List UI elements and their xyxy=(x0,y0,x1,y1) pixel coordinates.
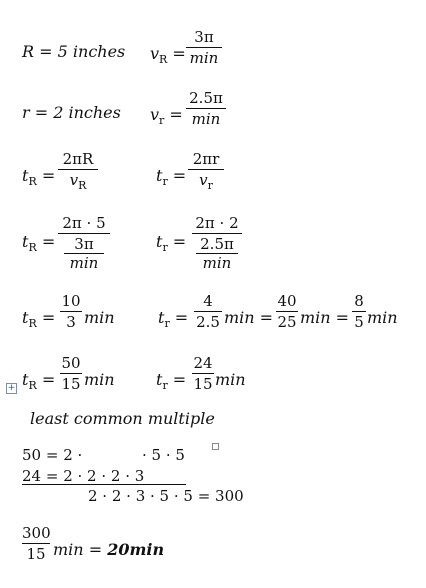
final-answer: 20min xyxy=(107,540,165,559)
tr-step-c-unit: min xyxy=(367,308,398,327)
lcm-row-50-left: 50 = 2 · xyxy=(22,446,83,464)
tR-label-5: $t_R$ = xyxy=(22,308,56,330)
tr-step-a: 4 2.5 xyxy=(194,292,222,331)
tR-label-6: $t_R$ = xyxy=(22,370,56,392)
velocity-small-fraction: 2.5π min xyxy=(186,89,226,128)
tr-common-denominator: 24 15 xyxy=(193,354,213,393)
tr-label-5: $t_r$ = xyxy=(158,308,189,330)
tR-label-3: $t_R$ = xyxy=(22,166,56,188)
tr-step-b-unit: min = xyxy=(300,308,350,327)
final-unit: min = 20min xyxy=(53,540,165,559)
final-fraction: 300 15 xyxy=(22,524,51,563)
tR-label-4: $t_R$ = xyxy=(22,232,56,254)
radius-large: R = 5 inches xyxy=(22,42,126,61)
lcm-result: 2 · 2 · 3 · 5 · 5 = 300 xyxy=(88,487,244,505)
radius-small: r = 2 inches xyxy=(22,103,121,122)
tr-unit-6: min xyxy=(215,370,246,389)
tr-substituted: 2π · 2 2.5π min xyxy=(192,214,242,272)
tR-formula: 2πR $v_R$ xyxy=(58,150,98,191)
lcm-row-50-right: · 5 · 5 xyxy=(142,446,185,464)
equation-anchor-icon[interactable]: + xyxy=(7,383,16,393)
tr-label-6: $t_r$ = xyxy=(156,370,187,392)
tr-step-b: 40 25 xyxy=(277,292,297,331)
lcm-row-24: 24 = 2 · 2 · 2 · 3 xyxy=(22,467,145,485)
tR-common-denominator: 50 15 xyxy=(61,354,81,393)
velocity-small-label: $v_r$ = xyxy=(150,105,183,127)
tR-simplified: 10 3 xyxy=(61,292,81,331)
tr-label-3: $t_r$ = xyxy=(156,166,187,188)
tR-substituted: 2π · 5 3π min xyxy=(58,214,110,272)
resize-handle-icon[interactable] xyxy=(212,443,219,450)
tR-unit-5: min xyxy=(84,308,115,327)
tr-formula: 2πr $v_r$ xyxy=(188,150,224,191)
lcm-underline xyxy=(22,484,186,485)
tR-unit-6: min xyxy=(84,370,115,389)
tr-step-a-unit: min = xyxy=(224,308,274,327)
velocity-large-label: $v_R$ = xyxy=(150,44,186,66)
lcm-heading: least common multiple xyxy=(30,409,215,428)
velocity-large-fraction: 3π min xyxy=(186,28,222,67)
tr-step-c: 8 5 xyxy=(352,292,366,331)
tr-label-4: $t_r$ = xyxy=(156,232,187,254)
